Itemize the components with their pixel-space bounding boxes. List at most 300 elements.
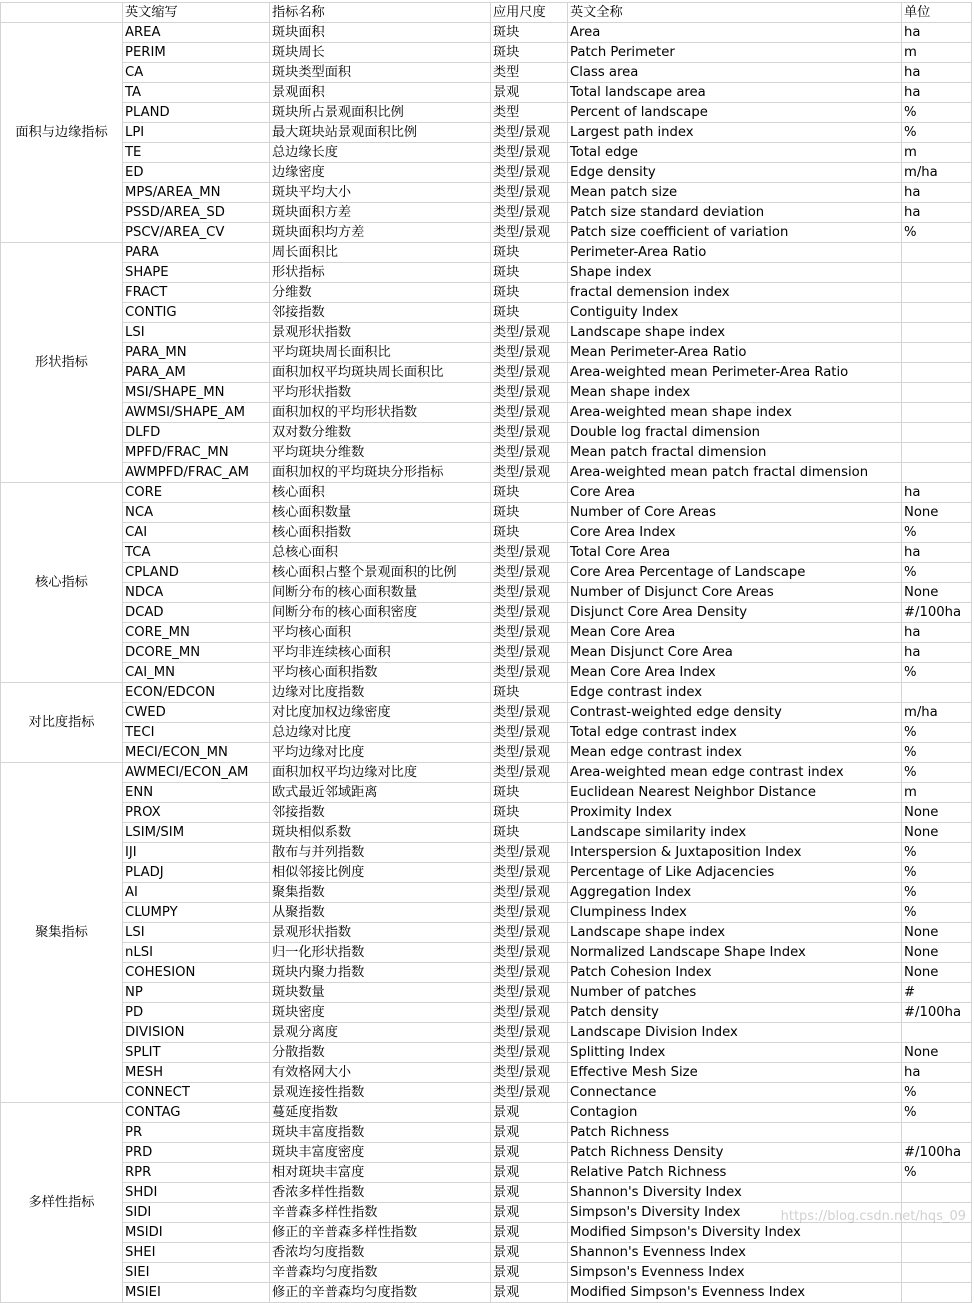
- cell-abbreviation: LSIM/SIM: [123, 823, 270, 843]
- cell-metric-name: 斑块相似系数: [270, 823, 491, 843]
- cell-metric-name: 核心面积: [270, 483, 491, 503]
- cell-abbreviation: ENN: [123, 783, 270, 803]
- cell-scale: 斑块: [491, 823, 568, 843]
- watermark: https://blog.csdn.net/hqs_09: [780, 1209, 966, 1224]
- cell-unit: %: [902, 123, 972, 143]
- cell-full-name: Shape index: [568, 263, 902, 283]
- cell-metric-name: 归一化形状指数: [270, 943, 491, 963]
- cell-scale: 景观: [491, 1203, 568, 1223]
- cell-scale: 斑块: [491, 23, 568, 43]
- cell-metric-name: 分维数: [270, 283, 491, 303]
- cell-abbreviation: AWMECI/ECON_AM: [123, 763, 270, 783]
- cell-scale: 类型/景观: [491, 963, 568, 983]
- header-scale: 应用尺度: [491, 3, 568, 23]
- cell-full-name: Effective Mesh Size: [568, 1063, 902, 1083]
- cell-metric-name: 散布与并列指数: [270, 843, 491, 863]
- cell-abbreviation: TE: [123, 143, 270, 163]
- cell-abbreviation: AI: [123, 883, 270, 903]
- cell-scale: 类型/景观: [491, 603, 568, 623]
- cell-metric-name: 平均核心面积指数: [270, 663, 491, 683]
- cell-unit: %: [902, 863, 972, 883]
- cell-full-name: Aggregation Index: [568, 883, 902, 903]
- cell-full-name: Total edge contrast index: [568, 723, 902, 743]
- cell-unit: [902, 1203, 972, 1223]
- cell-abbreviation: CAI_MN: [123, 663, 270, 683]
- cell-metric-name: 形状指标: [270, 263, 491, 283]
- cell-scale: 类型/景观: [491, 763, 568, 783]
- cell-full-name: Total edge: [568, 143, 902, 163]
- cell-scale: 类型/景观: [491, 723, 568, 743]
- table-row: [1, 903, 972, 923]
- cell-metric-name: 斑块类型面积: [270, 63, 491, 83]
- cell-abbreviation: PROX: [123, 803, 270, 823]
- header-unit: 单位: [902, 3, 972, 23]
- cell-metric-name: 从聚指数: [270, 903, 491, 923]
- cell-unit: None: [902, 823, 972, 843]
- cell-unit: %: [902, 523, 972, 543]
- cell-metric-name: 邻接指数: [270, 803, 491, 823]
- table-row: [1, 1063, 972, 1083]
- cell-unit: m: [902, 143, 972, 163]
- cell-unit: [902, 1223, 972, 1243]
- cell-scale: 斑块: [491, 683, 568, 703]
- cell-scale: 类型: [491, 63, 568, 83]
- table-row: [1, 843, 972, 863]
- cell-unit: %: [902, 1083, 972, 1103]
- cell-scale: 类型/景观: [491, 563, 568, 583]
- table-row: [1, 683, 972, 703]
- cell-metric-name: 修正的辛普森均匀度指数: [270, 1283, 491, 1303]
- cell-unit: [902, 243, 972, 263]
- table-row: [1, 483, 972, 503]
- cell-metric-name: 景观连接性指数: [270, 1083, 491, 1103]
- cell-full-name: Clumpiness Index: [568, 903, 902, 923]
- cell-scale: 类型/景观: [491, 223, 568, 243]
- cell-unit: [902, 1243, 972, 1263]
- cell-scale: 景观: [491, 1123, 568, 1143]
- cell-abbreviation: DCORE_MN: [123, 643, 270, 663]
- cell-unit: %: [902, 103, 972, 123]
- cell-metric-name: 分散指数: [270, 1043, 491, 1063]
- cell-metric-name: 斑块所占景观面积比例: [270, 103, 491, 123]
- cell-abbreviation: CONTIG: [123, 303, 270, 323]
- cell-scale: 斑块: [491, 783, 568, 803]
- cell-unit: None: [902, 803, 972, 823]
- cell-scale: 类型/景观: [491, 743, 568, 763]
- cell-abbreviation: COHESION: [123, 963, 270, 983]
- cell-abbreviation: NP: [123, 983, 270, 1003]
- cell-scale: 景观: [491, 1183, 568, 1203]
- cell-scale: 类型/景观: [491, 163, 568, 183]
- cell-unit: ha: [902, 183, 972, 203]
- cell-unit: #/100ha: [902, 1003, 972, 1023]
- cell-scale: 类型/景观: [491, 663, 568, 683]
- cell-abbreviation: MSI/SHAPE_MN: [123, 383, 270, 403]
- cell-scale: 景观: [491, 1283, 568, 1303]
- table-row: [1, 643, 972, 663]
- cell-metric-name: 总边缘长度: [270, 143, 491, 163]
- table-row: [1, 1003, 972, 1023]
- cell-scale: 类型/景观: [491, 643, 568, 663]
- cell-abbreviation: MSIDI: [123, 1223, 270, 1243]
- cell-metric-name: 相似邻接比例度: [270, 863, 491, 883]
- table-row: [1, 163, 972, 183]
- cell-metric-name: 聚集指数: [270, 883, 491, 903]
- cell-abbreviation: NCA: [123, 503, 270, 523]
- cell-metric-name: 间断分布的核心面积密度: [270, 603, 491, 623]
- cell-full-name: Landscape shape index: [568, 323, 902, 343]
- table-row: [1, 423, 972, 443]
- cell-full-name: Class area: [568, 63, 902, 83]
- cell-scale: 类型/景观: [491, 623, 568, 643]
- cell-abbreviation: ED: [123, 163, 270, 183]
- cell-abbreviation: LSI: [123, 923, 270, 943]
- cell-unit: [902, 1183, 972, 1203]
- cell-abbreviation: PARA_AM: [123, 363, 270, 383]
- landscape-metrics-table: [0, 2, 972, 1303]
- cell-unit: [902, 263, 972, 283]
- table-row: [1, 983, 972, 1003]
- category-cell: 对比度指标: [1, 683, 123, 763]
- cell-abbreviation: TA: [123, 83, 270, 103]
- table-row: [1, 603, 972, 623]
- cell-scale: 类型/景观: [491, 383, 568, 403]
- cell-abbreviation: RPR: [123, 1163, 270, 1183]
- cell-scale: 类型/景观: [491, 1063, 568, 1083]
- cell-abbreviation: DLFD: [123, 423, 270, 443]
- cell-scale: 斑块: [491, 503, 568, 523]
- cell-abbreviation: nLSI: [123, 943, 270, 963]
- table-row: [1, 723, 972, 743]
- cell-full-name: Patch Richness: [568, 1123, 902, 1143]
- cell-abbreviation: MPFD/FRAC_MN: [123, 443, 270, 463]
- cell-full-name: Patch Cohesion Index: [568, 963, 902, 983]
- cell-full-name: Relative Patch Richness: [568, 1163, 902, 1183]
- cell-scale: 类型/景观: [491, 423, 568, 443]
- cell-unit: ha: [902, 23, 972, 43]
- cell-abbreviation: CAI: [123, 523, 270, 543]
- cell-abbreviation: ECON/EDCON: [123, 683, 270, 703]
- cell-full-name: Patch size standard deviation: [568, 203, 902, 223]
- cell-metric-name: 斑块密度: [270, 1003, 491, 1023]
- cell-full-name: Percent of landscape: [568, 103, 902, 123]
- table-row: [1, 343, 972, 363]
- cell-unit: None: [902, 963, 972, 983]
- cell-metric-name: 平均边缘对比度: [270, 743, 491, 763]
- cell-full-name: Contrast-weighted edge density: [568, 703, 902, 723]
- cell-metric-name: 景观形状指数: [270, 323, 491, 343]
- cell-full-name: Modified Simpson's Evenness Index: [568, 1283, 902, 1303]
- table-row: [1, 863, 972, 883]
- cell-scale: 类型/景观: [491, 903, 568, 923]
- cell-scale: 斑块: [491, 303, 568, 323]
- cell-unit: %: [902, 563, 972, 583]
- cell-scale: 斑块: [491, 263, 568, 283]
- cell-scale: 类型/景观: [491, 323, 568, 343]
- cell-abbreviation: SHDI: [123, 1183, 270, 1203]
- cell-metric-name: 面积加权平均斑块周长面积比: [270, 363, 491, 383]
- table-row: [1, 283, 972, 303]
- cell-unit: [902, 1123, 972, 1143]
- cell-unit: None: [902, 583, 972, 603]
- cell-abbreviation: TECI: [123, 723, 270, 743]
- cell-metric-name: 斑块面积均方差: [270, 223, 491, 243]
- cell-metric-name: 辛普森均匀度指数: [270, 1263, 491, 1283]
- cell-metric-name: 边缘密度: [270, 163, 491, 183]
- cell-full-name: Edge density: [568, 163, 902, 183]
- table-row: [1, 1163, 972, 1183]
- table-row: [1, 803, 972, 823]
- cell-unit: ha: [902, 623, 972, 643]
- cell-full-name: Percentage of Like Adjacencies: [568, 863, 902, 883]
- cell-full-name: Number of Core Areas: [568, 503, 902, 523]
- table-row: [1, 203, 972, 223]
- cell-metric-name: 平均核心面积: [270, 623, 491, 643]
- cell-full-name: Mean Core Area Index: [568, 663, 902, 683]
- cell-scale: 类型/景观: [491, 583, 568, 603]
- category-cell: 面积与边缘指标: [1, 23, 123, 243]
- cell-scale: 类型/景观: [491, 543, 568, 563]
- cell-unit: m: [902, 43, 972, 63]
- cell-metric-name: 辛普森多样性指数: [270, 1203, 491, 1223]
- cell-abbreviation: PSCV/AREA_CV: [123, 223, 270, 243]
- cell-unit: ha: [902, 83, 972, 103]
- cell-unit: None: [902, 943, 972, 963]
- cell-scale: 景观: [491, 1143, 568, 1163]
- table-row: [1, 1223, 972, 1243]
- cell-abbreviation: DIVISION: [123, 1023, 270, 1043]
- cell-abbreviation: SPLIT: [123, 1043, 270, 1063]
- cell-scale: 类型/景观: [491, 863, 568, 883]
- cell-unit: ha: [902, 543, 972, 563]
- cell-abbreviation: PR: [123, 1123, 270, 1143]
- table-row: [1, 1043, 972, 1063]
- cell-scale: 景观: [491, 1243, 568, 1263]
- cell-metric-name: 面积加权的平均形状指数: [270, 403, 491, 423]
- cell-full-name: Splitting Index: [568, 1043, 902, 1063]
- cell-metric-name: 间断分布的核心面积数量: [270, 583, 491, 603]
- cell-unit: [902, 383, 972, 403]
- cell-metric-name: 景观面积: [270, 83, 491, 103]
- cell-unit: ha: [902, 483, 972, 503]
- cell-metric-name: 修正的辛普森多样性指数: [270, 1223, 491, 1243]
- cell-abbreviation: AWMPFD/FRAC_AM: [123, 463, 270, 483]
- cell-metric-name: 香浓多样性指数: [270, 1183, 491, 1203]
- cell-full-name: Largest path index: [568, 123, 902, 143]
- cell-full-name: Patch Richness Density: [568, 1143, 902, 1163]
- cell-abbreviation: SHEI: [123, 1243, 270, 1263]
- cell-unit: [902, 403, 972, 423]
- cell-unit: [902, 683, 972, 703]
- cell-scale: 景观: [491, 83, 568, 103]
- cell-scale: 类型: [491, 103, 568, 123]
- cell-unit: %: [902, 843, 972, 863]
- cell-abbreviation: CORE_MN: [123, 623, 270, 643]
- cell-metric-name: 核心面积占整个景观面积的比例: [270, 563, 491, 583]
- cell-full-name: Mean Perimeter-Area Ratio: [568, 343, 902, 363]
- cell-scale: 类型/景观: [491, 183, 568, 203]
- header-row: [1, 3, 972, 23]
- cell-unit: [902, 1283, 972, 1303]
- table-row: [1, 363, 972, 383]
- cell-unit: m/ha: [902, 163, 972, 183]
- table-row: [1, 703, 972, 723]
- cell-full-name: Contiguity Index: [568, 303, 902, 323]
- cell-full-name: Area-weighted mean Perimeter-Area Ratio: [568, 363, 902, 383]
- cell-unit: %: [902, 1103, 972, 1123]
- cell-metric-name: 有效格网大小: [270, 1063, 491, 1083]
- table-row: [1, 823, 972, 843]
- cell-metric-name: 香浓均匀度指数: [270, 1243, 491, 1263]
- cell-unit: [902, 323, 972, 343]
- cell-abbreviation: LSI: [123, 323, 270, 343]
- cell-abbreviation: MECI/ECON_MN: [123, 743, 270, 763]
- table-row: [1, 243, 972, 263]
- table-row: [1, 783, 972, 803]
- cell-metric-name: 边缘对比度指数: [270, 683, 491, 703]
- cell-metric-name: 斑块面积: [270, 23, 491, 43]
- cell-full-name: Perimeter-Area Ratio: [568, 243, 902, 263]
- table-row: [1, 83, 972, 103]
- table-row: [1, 663, 972, 683]
- cell-abbreviation: DCAD: [123, 603, 270, 623]
- cell-unit: [902, 363, 972, 383]
- cell-full-name: Mean patch size: [568, 183, 902, 203]
- cell-scale: 类型/景观: [491, 703, 568, 723]
- cell-abbreviation: PRD: [123, 1143, 270, 1163]
- cell-abbreviation: PARA_MN: [123, 343, 270, 363]
- table-row: [1, 1283, 972, 1303]
- cell-full-name: Total landscape area: [568, 83, 902, 103]
- cell-unit: [902, 1263, 972, 1283]
- cell-scale: 类型/景观: [491, 463, 568, 483]
- cell-abbreviation: CLUMPY: [123, 903, 270, 923]
- header-metric-name: 指标名称: [270, 3, 491, 23]
- header-full-name: 英文全称: [568, 3, 902, 23]
- cell-abbreviation: IJI: [123, 843, 270, 863]
- table-row: [1, 943, 972, 963]
- cell-abbreviation: PERIM: [123, 43, 270, 63]
- cell-unit: #/100ha: [902, 1143, 972, 1163]
- cell-full-name: Simpson's Evenness Index: [568, 1263, 902, 1283]
- table-row: [1, 43, 972, 63]
- cell-full-name: Patch size coefficient of variation: [568, 223, 902, 243]
- cell-metric-name: 景观形状指数: [270, 923, 491, 943]
- table-row: [1, 1103, 972, 1123]
- table-row: [1, 223, 972, 243]
- cell-unit: [902, 283, 972, 303]
- table-row: [1, 883, 972, 903]
- cell-unit: [902, 443, 972, 463]
- cell-scale: 类型/景观: [491, 403, 568, 423]
- cell-full-name: Normalized Landscape Shape Index: [568, 943, 902, 963]
- category-cell: 形状指标: [1, 243, 123, 483]
- cell-metric-name: 斑块内聚力指数: [270, 963, 491, 983]
- cell-metric-name: 平均非连续核心面积: [270, 643, 491, 663]
- cell-full-name: Patch Perimeter: [568, 43, 902, 63]
- cell-scale: 类型/景观: [491, 1023, 568, 1043]
- cell-abbreviation: NDCA: [123, 583, 270, 603]
- cell-scale: 斑块: [491, 243, 568, 263]
- cell-unit: [902, 343, 972, 363]
- table-row: [1, 763, 972, 783]
- cell-full-name: Shannon's Evenness Index: [568, 1243, 902, 1263]
- cell-metric-name: 总核心面积: [270, 543, 491, 563]
- cell-scale: 类型/景观: [491, 983, 568, 1003]
- cell-full-name: Interspersion & Juxtaposition Index: [568, 843, 902, 863]
- table-row: [1, 23, 972, 43]
- cell-metric-name: 相对斑块丰富度: [270, 1163, 491, 1183]
- cell-full-name: Core Area Percentage of Landscape: [568, 563, 902, 583]
- cell-full-name: Mean shape index: [568, 383, 902, 403]
- cell-metric-name: 面积加权的平均斑块分形指标: [270, 463, 491, 483]
- cell-full-name: Mean Core Area: [568, 623, 902, 643]
- table-row: [1, 323, 972, 343]
- cell-unit: ha: [902, 63, 972, 83]
- cell-unit: %: [902, 903, 972, 923]
- cell-unit: m/ha: [902, 703, 972, 723]
- cell-metric-name: 景观分离度: [270, 1023, 491, 1043]
- cell-unit: [902, 1023, 972, 1043]
- cell-full-name: Edge contrast index: [568, 683, 902, 703]
- cell-scale: 景观: [491, 1223, 568, 1243]
- table-row: [1, 1203, 972, 1223]
- cell-metric-name: 双对数分维数: [270, 423, 491, 443]
- cell-full-name: Proximity Index: [568, 803, 902, 823]
- table-row: [1, 523, 972, 543]
- cell-abbreviation: CONTAG: [123, 1103, 270, 1123]
- cell-abbreviation: FRACT: [123, 283, 270, 303]
- cell-unit: ha: [902, 203, 972, 223]
- cell-full-name: Patch density: [568, 1003, 902, 1023]
- category-cell: 多样性指标: [1, 1103, 123, 1303]
- cell-full-name: Connectance: [568, 1083, 902, 1103]
- cell-scale: 类型/景观: [491, 363, 568, 383]
- cell-abbreviation: SHAPE: [123, 263, 270, 283]
- cell-full-name: Total Core Area: [568, 543, 902, 563]
- cell-scale: 类型/景观: [491, 123, 568, 143]
- cell-unit: ha: [902, 643, 972, 663]
- cell-full-name: Mean Disjunct Core Area: [568, 643, 902, 663]
- table-row: [1, 443, 972, 463]
- cell-unit: #: [902, 983, 972, 1003]
- cell-full-name: Double log fractal dimension: [568, 423, 902, 443]
- cell-metric-name: 斑块数量: [270, 983, 491, 1003]
- cell-scale: 类型/景观: [491, 203, 568, 223]
- cell-abbreviation: CORE: [123, 483, 270, 503]
- cell-abbreviation: PSSD/AREA_SD: [123, 203, 270, 223]
- table-row: [1, 303, 972, 323]
- cell-full-name: Core Area Index: [568, 523, 902, 543]
- cell-abbreviation: PARA: [123, 243, 270, 263]
- cell-metric-name: 斑块丰富度指数: [270, 1123, 491, 1143]
- cell-unit: %: [902, 663, 972, 683]
- table-row: [1, 563, 972, 583]
- cell-full-name: Landscape shape index: [568, 923, 902, 943]
- cell-unit: [902, 423, 972, 443]
- cell-metric-name: 斑块面积方差: [270, 203, 491, 223]
- table-row: [1, 583, 972, 603]
- cell-unit: %: [902, 223, 972, 243]
- cell-full-name: Mean patch fractal dimension: [568, 443, 902, 463]
- cell-unit: %: [902, 1163, 972, 1183]
- cell-unit: %: [902, 743, 972, 763]
- table-row: [1, 1023, 972, 1043]
- table-row: [1, 1263, 972, 1283]
- cell-metric-name: 核心面积数量: [270, 503, 491, 523]
- cell-abbreviation: LPI: [123, 123, 270, 143]
- cell-unit: ha: [902, 1063, 972, 1083]
